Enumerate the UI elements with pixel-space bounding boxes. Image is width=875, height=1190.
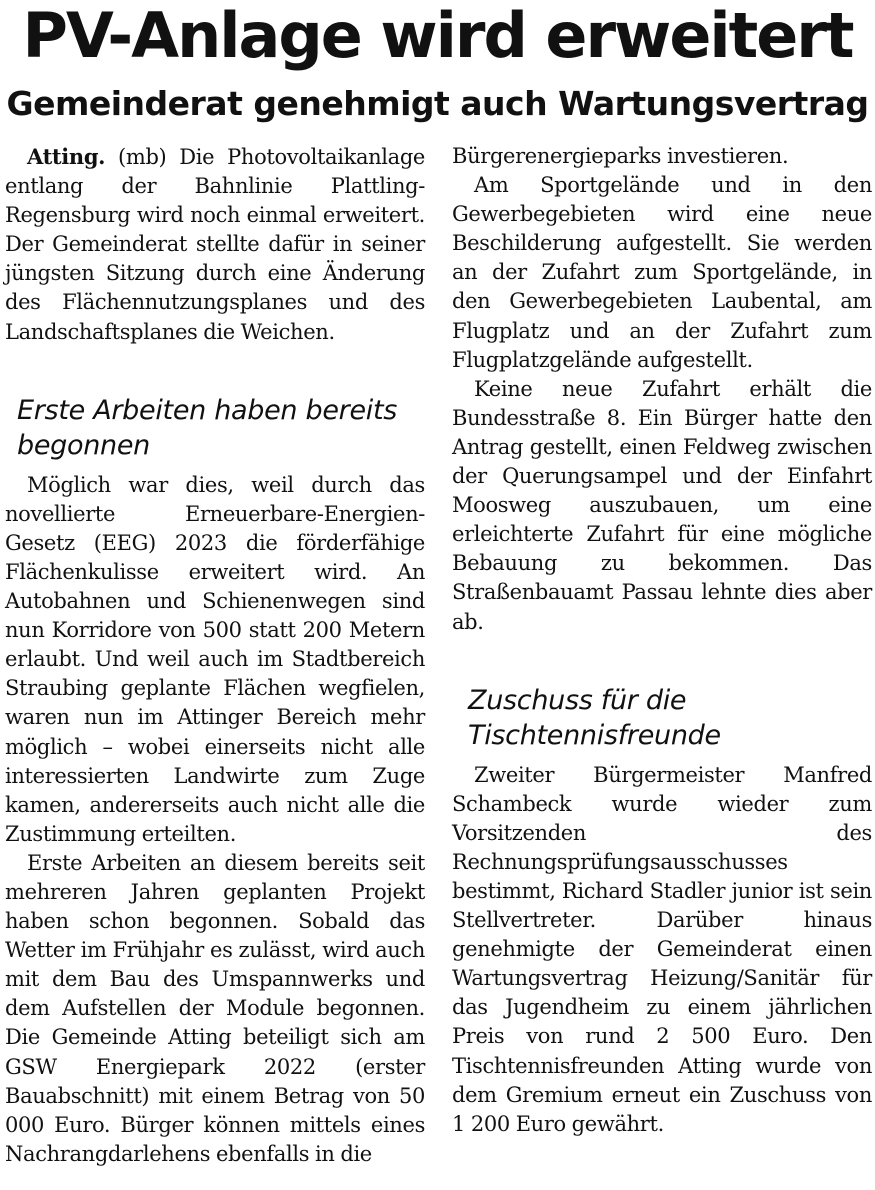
- article-column-right: [452, 142, 872, 1139]
- paragraph-first-works: Erste Arbeiten an diesem bereits seit mehreren Jahren geplanten Projekt haben schon begonnen. Sobald das Wetter im Frühjahr es zulässt, wird auch mit dem Bau des Umspannwerks und dem Aufstellen der Module begonnen. Die Gemeinde Atting beteiligt sich am GSW Energiepark 2022 (erster Bauabschnitt) mit einem Betrag von 50 000 Euro. Bürger können mittels eines Nachrangdarlehens ebenfalls in die: [5, 850, 425, 1166]
- paragraph-bundesstrasse: Keine neue Zufahrt erhält die Bundesstraße 8. Ein Bürger hatte den Antrag gestellt, einen Feldweg zwischen der Querungsampel und der Einfahrt Moosweg auszubauen, um eine erleichterte Zufahrt für eine mögliche Bebauung zu bekommen. Das Straßenbauamt Passau lehnte dies aber ab.: [452, 376, 872, 634]
- article-column-left: [5, 142, 425, 1169]
- headline: PV-Anlage wird erweitert: [22, 0, 853, 72]
- section-heading-first-works: Erste Arbeiten haben bereits begonnen: [17, 394, 398, 461]
- subheadline: Gemeinderat genehmigt auch Wartungsvertrag: [6, 84, 869, 123]
- paragraph-intro: [5, 142, 425, 347]
- paragraph-council-decisions: Zweiter Bürgermeister Manfred Schambeck wurde wieder zum Vorsitzenden des Rechnungsprüfungsausschusses bestimmt, Richard Stadler junior ist sein Stellvertreter. Darüber hinaus genehmigte der Gemeinderat einen Wartungsvertrag Heizung/Sanitär für das Jugendheim zu einem jährlichen Preis von rund 2 500 Euro. Den Tischtennisfreunden Atting wurde von dem Gremium erneut ein Zuschuss von 1 200 Euro gewährt.: [452, 762, 872, 1136]
- paragraph-signage: Am Sportgelände und in den Gewerbegebieten wird eine neue Beschilderung aufgestellt. Sie werden an der Zufahrt zum Sportgelände, in den Gewerbegebieten Laubental, am Flugplatz und an der Zufahrt zum Flugplatzgelände aufgestellt.: [452, 173, 872, 372]
- section-heading-table-tennis: Zuschuss für die Tischtennisfreunde: [468, 684, 721, 751]
- dateline: Atting.: [27, 144, 106, 169]
- paragraph-eeg: Möglich war dies, weil durch das novellierte Erneuerbare-Energien-Gesetz (EEG) 2023 die förderfähige Flächenkulisse erweitert wird. An Autobahnen und Schienenwegen sind nun Korridore von 500 statt 200 Metern erlaubt. Und weil auch im Stadtbereich Straubing geplante Flächen wegfielen, waren nun im Attinger Bereich mehr möglich – wobei einerseits nicht alle interessierten Landwirte zum Zuge kamen, andererseits auch nicht alle die Zustimmung erteilten.: [5, 472, 425, 846]
- paragraph-first-works-continued: Bürgerenergieparks investieren.: [452, 144, 789, 168]
- paragraph-intro-text: (mb) Die Photovoltaikanlage entlang der Bahnlinie Plattling-Regensburg wird noch einmal erweitert. Der Gemeinderat stellte dafür in seiner jüngsten Sitzung durch eine Änderung des Flächennutzungsplanes und des Landschaftsplanes die Weichen.: [5, 145, 426, 344]
